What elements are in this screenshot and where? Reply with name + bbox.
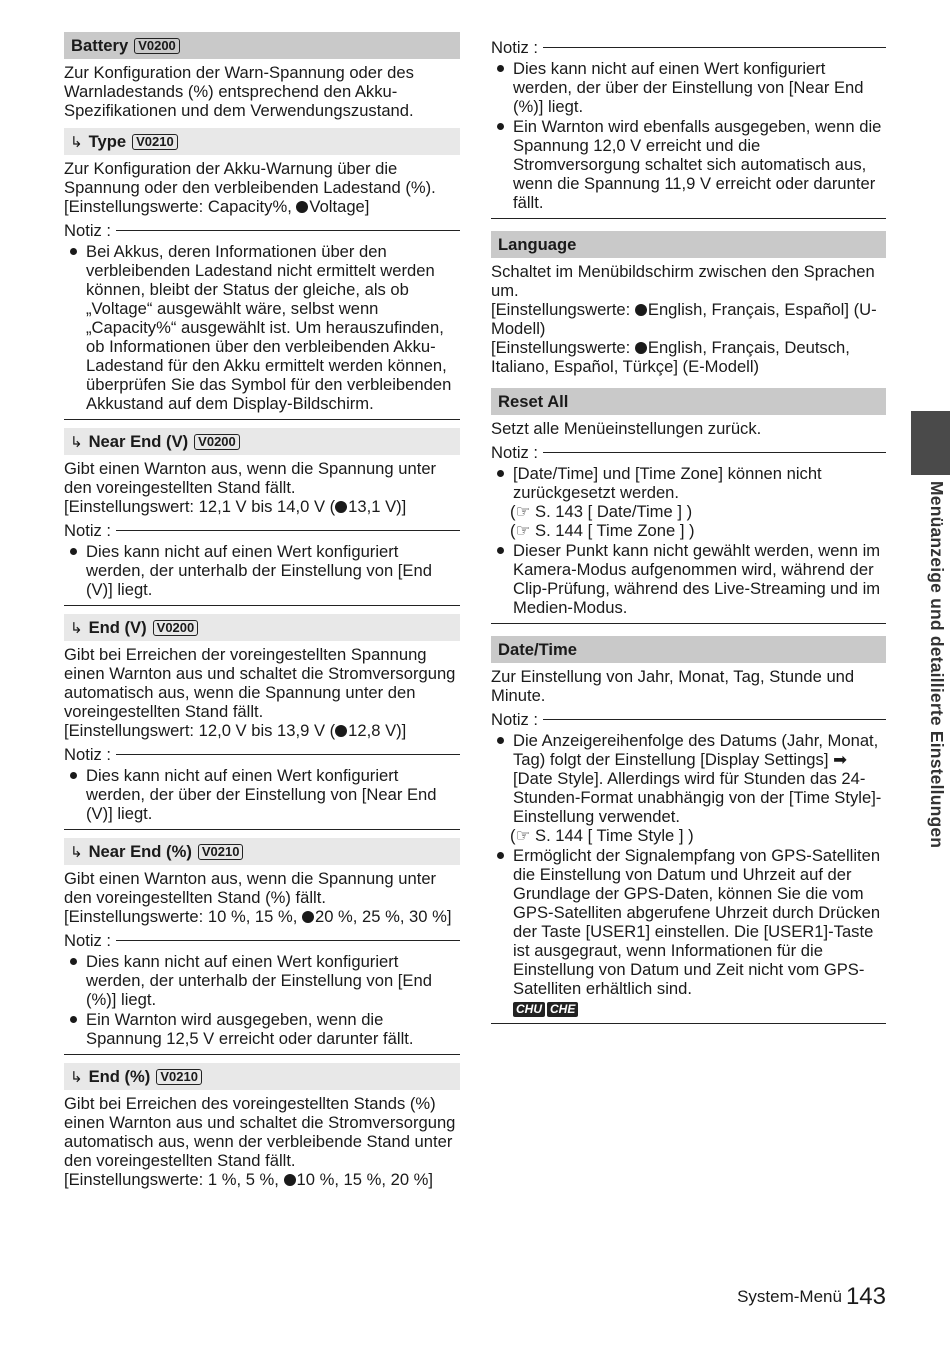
- near-end-pct-values-suffix: 20 %, 25 %, 30 %]: [314, 907, 452, 926]
- near-end-v-notes: [64, 542, 460, 599]
- near-end-v-values-prefix: [Einstellungswert: 12,1 V bis 14,0 V (: [64, 497, 336, 516]
- default-dot-icon: [335, 501, 347, 513]
- near-end-v-description: [64, 459, 460, 516]
- reset-all-header: [491, 388, 886, 415]
- end-pct-values-prefix: [Einstellungswerte: 1 %, 5 %,: [64, 1170, 284, 1189]
- end-pct-title: End (%): [88, 1067, 151, 1086]
- type-values-suffix: Voltage]: [309, 197, 370, 216]
- near-end-v-title: Near End (V): [88, 432, 189, 451]
- note-item: Dieser Punkt kann nicht gewählt werden, wenn im Kamera-Modus aufgenommen wird, während der Clip-Prüfung, während des Live-Streaming und im Medien-Modus.: [491, 541, 886, 617]
- note-text: [Date/Time] und [Time Zone] können nicht zurückgesetzt werden.: [513, 464, 822, 502]
- page-reference-link[interactable]: (☞ S. 143 [ Date/Time ] ): [510, 502, 693, 521]
- default-dot-icon: [296, 201, 308, 213]
- note-item: Bei Akkus, deren Informationen über den verbleibenden Ladestand nicht ermittelt werden können, bleibt der Status der gleiche, als ob „Voltage“ ausgewählt wäre, selbst wenn „Capacity%“ ausgewählt ist. Um herauszufinden, ob Informationen über den verbleibenden Akku-Ladestand für den Akku ermittelt werden können, überprüfen Sie das Symbol für den verbleibenden Akkustand auf dem Display-Bildschirm.: [64, 242, 460, 413]
- near-end-pct-notes: [64, 952, 460, 1048]
- near-end-pct-title: Near End (%): [88, 842, 192, 861]
- divider: [64, 419, 460, 420]
- chapter-tab: [911, 411, 950, 475]
- end-pct-subheader: [64, 1063, 460, 1090]
- note-item: [491, 846, 886, 1017]
- end-pct-notes: [491, 59, 886, 212]
- date-time-header: [491, 636, 886, 663]
- language-title: Language: [498, 235, 577, 254]
- submenu-arrow-icon: ↳: [70, 1069, 83, 1086]
- divider: [491, 218, 886, 219]
- near-end-v-subheader: [64, 428, 460, 455]
- submenu-arrow-icon: ↳: [70, 844, 83, 861]
- note-item: Dies kann nicht auf einen Wert konfiguriert werden, der unterhalb der Einstellung von [End (%)] liegt.: [64, 952, 460, 1009]
- near-end-pct-desc-text: Gibt einen Warnton aus, wenn die Spannung unter den voreingestellten Stand (%) fällt.: [64, 869, 437, 907]
- divider: [64, 829, 460, 830]
- notiz-label: [64, 931, 460, 950]
- near-end-pct-description: [64, 869, 460, 926]
- end-v-values-prefix: [Einstellungswert: 12,0 V bis 13,9 V (: [64, 721, 336, 740]
- notiz-label: [64, 521, 460, 540]
- note-item: [491, 464, 886, 540]
- notiz-label: [491, 443, 886, 462]
- note-text: Die Anzeigereihenfolge des Datums (Jahr, Monat, Tag) folgt der Einstellung [Display Settings]: [513, 731, 879, 769]
- end-v-notes: [64, 766, 460, 823]
- date-time-notes: [491, 731, 886, 1017]
- divider: [543, 452, 886, 453]
- submenu-arrow-icon: ↳: [70, 134, 83, 151]
- version-badge: V0210: [198, 844, 244, 860]
- version-badge: V0210: [132, 134, 178, 150]
- chapter-title: Menüanzeige und detaillierte Einstellungen: [927, 481, 947, 849]
- near-end-pct-values-prefix: [Einstellungswerte: 10 %, 15 %,: [64, 907, 302, 926]
- notiz-text: Notiz :: [491, 38, 539, 57]
- divider: [116, 754, 460, 755]
- submenu-arrow-icon: ↳: [70, 620, 83, 637]
- near-end-v-desc-text: Gibt einen Warnton aus, wenn die Spannung unter den voreingestellten Stand fällt.: [64, 459, 437, 497]
- page-reference-link[interactable]: (☞ S. 144 [ Time Style ] ): [510, 826, 694, 845]
- end-v-subheader: [64, 614, 460, 641]
- divider: [116, 940, 460, 941]
- note-item: Dies kann nicht auf einen Wert konfiguriert werden, der über der Einstellung von [Near End (V)] liegt.: [64, 766, 460, 823]
- submenu-arrow-icon: ↳: [70, 434, 83, 451]
- default-dot-icon: [635, 304, 647, 316]
- end-pct-desc-text: Gibt bei Erreichen des voreingestellten Stands (%) einen Warnton aus und schaltet die Stromversorgung automatisch aus, wenn der verbleibende Stand unter den voreingestellten Stand fällt.: [64, 1094, 456, 1170]
- divider: [543, 719, 886, 720]
- type-values-prefix: [Einstellungswerte: Capacity%,: [64, 197, 297, 216]
- model-badge-chu: CHU: [513, 1002, 545, 1017]
- language-desc-text: Schaltet im Menübildschirm zwischen den Sprachen um.: [491, 262, 875, 300]
- divider: [491, 1023, 886, 1024]
- type-title: Type: [88, 132, 127, 151]
- language-values1-prefix: [Einstellungswerte:: [491, 300, 635, 319]
- notiz-text: Notiz :: [64, 521, 112, 540]
- default-dot-icon: [284, 1174, 296, 1186]
- note-item: Ein Warnton wird ausgegeben, wenn die Spannung 12,5 V erreicht oder darunter fällt.: [64, 1010, 460, 1048]
- notiz-text: Notiz :: [64, 931, 112, 950]
- language-values2-prefix: [Einstellungswerte:: [491, 338, 635, 357]
- version-badge: V0200: [134, 38, 180, 54]
- left-column: [64, 32, 460, 1189]
- notiz-label: [64, 745, 460, 764]
- date-time-title: Date/Time: [498, 640, 578, 659]
- notiz-text: Notiz :: [491, 710, 539, 729]
- page-footer: [737, 1283, 886, 1310]
- reset-all-title: Reset All: [498, 392, 569, 411]
- right-column: [491, 32, 886, 1031]
- model-badge-che: CHE: [547, 1002, 578, 1017]
- language-values2-suffix: English, Français, Deutsch, Italiano, Español, Türkçe] (E-Modell): [491, 338, 850, 376]
- default-dot-icon: [335, 725, 347, 737]
- type-desc-text: Zur Konfiguration der Akku-Warnung über die Spannung oder den verbleibenden Ladestand (%).: [64, 159, 436, 197]
- note-item: Dies kann nicht auf einen Wert konfiguriert werden, der über der Einstellung von [Near End (%)] liegt.: [491, 59, 886, 116]
- date-time-description: Zur Einstellung von Jahr, Monat, Tag, Stunde und Minute.: [491, 667, 855, 705]
- notiz-label: [491, 710, 886, 729]
- page-number: 143: [845, 1283, 886, 1310]
- end-v-values-suffix: 12,8 V)]: [348, 721, 407, 740]
- notiz-text: Notiz :: [64, 221, 112, 240]
- end-v-desc-text: Gibt bei Erreichen der voreingestellten Spannung einen Warnton aus und schaltet die Stromversorgung automatisch aus, wenn die Spannung unter den voreingestellten Stand fällt.: [64, 645, 456, 721]
- version-badge: V0210: [156, 1069, 202, 1085]
- footer-section: System-Menü: [737, 1287, 842, 1306]
- end-v-title: End (V): [88, 618, 147, 637]
- end-pct-description: [64, 1094, 460, 1189]
- type-notes: [64, 242, 460, 413]
- language-description: [491, 262, 886, 376]
- page-reference-link[interactable]: (☞ S. 144 [ Time Zone ] ): [510, 521, 695, 540]
- divider: [491, 623, 886, 624]
- note-text: Ermöglicht der Signalempfang von GPS-Satelliten die Einstellung von Datum und Uhrzeit auf der Grundlage der GPS-Daten, können Sie die vom GPS-Satelliten abgerufene Uhrzeit durch Drücken der Taste [USER1] einstellen. Die [USER1]-Taste ist ausgegraut, wenn Informationen für die Einstellung von Datum und Zeit nicht vom GPS-Satelliten erhältlich sind.: [513, 846, 881, 998]
- notiz-text: Notiz :: [64, 745, 112, 764]
- default-dot-icon: [302, 911, 314, 923]
- language-values1-suffix: English, Français, Español] (U-Modell): [491, 300, 877, 338]
- end-v-description: [64, 645, 460, 740]
- arrow-right-icon: ➡: [833, 750, 847, 769]
- battery-header: [64, 32, 460, 59]
- note-item: Dies kann nicht auf einen Wert konfiguriert werden, der unterhalb der Einstellung von [End (V)] liegt.: [64, 542, 460, 599]
- type-description: [64, 159, 460, 216]
- note-item: [491, 731, 886, 845]
- battery-description: Zur Konfiguration der Warn-Spannung oder des Warnladestands (%) entsprechend den Akku-Spezifikationen und dem Verwendungszustand.: [64, 63, 414, 120]
- divider: [543, 47, 886, 48]
- version-badge: V0200: [153, 620, 199, 636]
- notiz-text: Notiz :: [491, 443, 539, 462]
- language-header: [491, 231, 886, 258]
- divider: [116, 230, 460, 231]
- battery-title: Battery: [71, 36, 129, 55]
- reset-all-notes: [491, 464, 886, 617]
- type-subheader: [64, 128, 460, 155]
- near-end-v-values-suffix: 13,1 V)]: [348, 497, 407, 516]
- end-pct-values-suffix: 10 %, 15 %, 20 %]: [296, 1170, 434, 1189]
- notiz-label: [491, 38, 886, 57]
- divider: [64, 605, 460, 606]
- notiz-label: [64, 221, 460, 240]
- near-end-pct-subheader: [64, 838, 460, 865]
- note-text: [Date Style]. Allerdings wird für Stunden das 24-Stunden-Format unabhängig von der [Time Style]-Einstellung verwendet.: [513, 769, 882, 826]
- divider: [116, 530, 460, 531]
- note-item: Ein Warnton wird ebenfalls ausgegeben, wenn die Spannung 12,0 V erreicht und die Stromversorgung schaltet sich automatisch aus, wenn die Spannung 11,9 V erreicht oder darunter fällt.: [491, 117, 886, 212]
- version-badge: V0200: [194, 434, 240, 450]
- divider: [64, 1054, 460, 1055]
- default-dot-icon: [635, 342, 647, 354]
- reset-all-description: Setzt alle Menüeinstellungen zurück.: [491, 419, 762, 438]
